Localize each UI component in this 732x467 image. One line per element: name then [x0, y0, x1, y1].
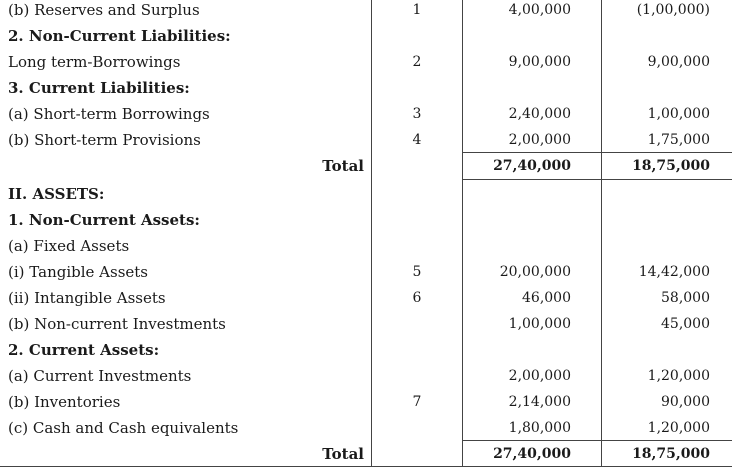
- previous-year-amount: 1,20,000: [647, 420, 710, 436]
- previous-year-amount: 90,000: [661, 394, 710, 410]
- current-year-amount: 46,000: [522, 290, 571, 306]
- row-label-text: Reserves and Surplus: [34, 1, 200, 19]
- current-year-amount: 27,40,000: [493, 158, 571, 174]
- total-row: [0, 441, 732, 467]
- current-year-amount: 2,00,000: [508, 368, 571, 384]
- row-label-prefix: (ii): [8, 289, 35, 307]
- row-label-prefix: (b): [8, 131, 35, 149]
- row-label: [8, 363, 191, 389]
- row-label-text: Short-term Borrowings: [33, 105, 210, 123]
- row-label: [8, 259, 148, 285]
- previous-year-amount: 9,00,000: [647, 54, 710, 70]
- row-label-text: Cash and Cash equivalents: [32, 419, 239, 437]
- row-label-prefix: (a): [8, 237, 34, 255]
- row-label: [8, 389, 120, 415]
- note-number: 3: [412, 106, 422, 122]
- row-label-text: Intangible Assets: [34, 289, 166, 307]
- table-row: [0, 389, 732, 415]
- previous-year-amount: 14,42,000: [638, 264, 710, 280]
- previous-year-amount: (1,00,000): [636, 2, 710, 18]
- table-row: [0, 415, 732, 441]
- previous-year-amount: 18,75,000: [632, 446, 710, 462]
- section-heading: 1. Non-Current Assets:: [8, 211, 200, 229]
- table-row: [0, 311, 732, 337]
- section-heading-row: [0, 181, 732, 207]
- current-year-amount: 2,00,000: [508, 132, 571, 148]
- row-label-prefix: (c): [8, 419, 33, 437]
- table-row: [0, 363, 732, 389]
- row-label-prefix: (i): [8, 263, 30, 281]
- table-row: [0, 127, 732, 153]
- row-label: [8, 101, 210, 127]
- row-label-text: Inventories: [34, 393, 121, 411]
- row-label: [8, 311, 226, 337]
- row-label-text: Tangible Assets: [29, 263, 148, 281]
- row-label-prefix: (b): [8, 315, 35, 333]
- previous-year-amount: 1,20,000: [647, 368, 710, 384]
- row-label: [8, 0, 200, 23]
- row-label: [8, 127, 201, 153]
- row-label-text: Short-term Provisions: [34, 131, 201, 149]
- current-year-amount: 20,00,000: [499, 264, 571, 280]
- current-year-amount: 2,40,000: [508, 106, 571, 122]
- previous-year-amount: 1,75,000: [647, 132, 710, 148]
- section-heading-row: [0, 75, 732, 101]
- row-label: [8, 285, 166, 311]
- total-rule-bottom-1: [462, 179, 732, 180]
- previous-year-amount: 18,75,000: [632, 158, 710, 174]
- previous-year-amount: 58,000: [661, 290, 710, 306]
- current-year-amount: 1,80,000: [508, 420, 571, 436]
- row-label-prefix: (a): [8, 105, 34, 123]
- note-number: 4: [412, 132, 422, 148]
- note-number: 5: [412, 264, 422, 280]
- row-label-prefix: (a): [8, 367, 34, 385]
- section-heading-row: [0, 337, 732, 363]
- section-heading-row: [0, 207, 732, 233]
- total-label: Total: [322, 445, 364, 463]
- section-heading: II. ASSETS:: [8, 185, 105, 203]
- current-year-amount: 9,00,000: [508, 54, 571, 70]
- section-heading-row: [0, 23, 732, 49]
- current-year-amount: 1,00,000: [508, 316, 571, 332]
- total-label: Total: [322, 157, 364, 175]
- table-row: [0, 259, 732, 285]
- current-year-amount: 27,40,000: [493, 446, 571, 462]
- previous-year-amount: 1,00,000: [647, 106, 710, 122]
- section-heading: 3. Current Liabilities:: [8, 79, 190, 97]
- note-number: 1: [412, 2, 422, 18]
- row-label-text: Fixed Assets: [33, 237, 130, 255]
- row-label-text: Long term-Borrowings: [8, 53, 181, 71]
- previous-year-amount: 45,000: [661, 316, 710, 332]
- current-year-amount: 2,14,000: [508, 394, 571, 410]
- note-number: 2: [412, 54, 422, 70]
- row-label-text: Non-current Investments: [34, 315, 226, 333]
- table-row: [0, 101, 732, 127]
- total-row: [0, 153, 732, 179]
- row-label-text: Current Investments: [33, 367, 192, 385]
- table-row: [0, 285, 732, 311]
- row-label: [8, 415, 238, 441]
- current-year-amount: 4,00,000: [508, 2, 571, 18]
- row-label-prefix: (b): [8, 1, 35, 19]
- row-label: [8, 233, 129, 259]
- table-row: [0, 0, 732, 23]
- row-label: [8, 49, 180, 75]
- row-label-prefix: (b): [8, 393, 35, 411]
- note-number: 6: [412, 290, 422, 306]
- table-row: [0, 49, 732, 75]
- section-heading: 2. Non-Current Liabilities:: [8, 27, 231, 45]
- note-number: 7: [412, 394, 422, 410]
- section-heading: 2. Current Assets:: [8, 341, 160, 359]
- table-row: [0, 233, 732, 259]
